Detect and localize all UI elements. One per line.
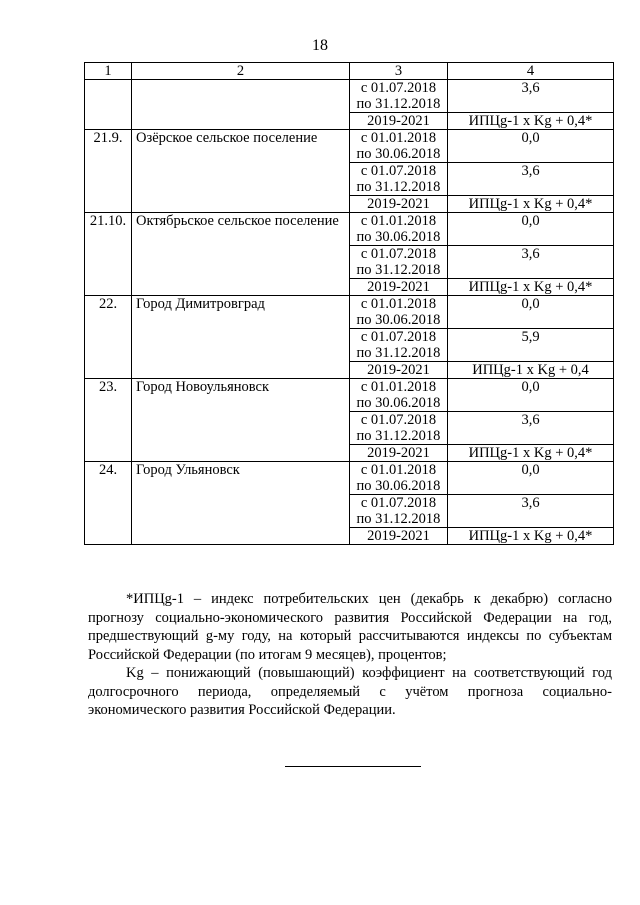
footnote-ipc: *ИПЦg-1 – индекс потребительских цен (декабрь к декабрю) согласно прогнозу социально-экономического развития Российской Федерации на год, предшествующий g-му году, на который рассчитываются индексы по субъектам Российской Федерации (по итогам 9 месяцев), процентов; xyxy=(88,591,612,663)
end-divider-line xyxy=(285,766,421,767)
period-cell: 2019-2021 xyxy=(350,445,448,462)
period-cell: с 01.07.2018 по 31.12.2018 xyxy=(350,80,448,113)
table-row xyxy=(85,80,614,113)
value-cell: ИПЦg-1 х Kg + 0,4* xyxy=(448,196,614,213)
value-cell: ИПЦg-1 х Kg + 0,4* xyxy=(448,113,614,130)
row-number-cell: 21.10. xyxy=(85,213,132,296)
value-cell: ИПЦg-1 х Kg + 0,4* xyxy=(448,528,614,545)
period-cell: с 01.01.2018 по 30.06.2018 xyxy=(350,296,448,329)
column-header-2: 2 xyxy=(132,63,350,80)
table-row xyxy=(85,213,614,246)
settlement-name-cell: Город Димитровград xyxy=(132,296,350,379)
settlement-name-cell: Город Ульяновск xyxy=(132,462,350,545)
period-cell: с 01.01.2018 по 30.06.2018 xyxy=(350,130,448,163)
table-row xyxy=(85,296,614,329)
table-row xyxy=(85,462,614,495)
value-cell: 3,6 xyxy=(448,246,614,279)
period-cell: 2019-2021 xyxy=(350,196,448,213)
period-cell: с 01.07.2018 по 31.12.2018 xyxy=(350,495,448,528)
value-cell: 3,6 xyxy=(448,495,614,528)
value-cell: 3,6 xyxy=(448,80,614,113)
value-cell: 0,0 xyxy=(448,379,614,412)
settlement-name-cell xyxy=(132,80,350,130)
value-cell: 3,6 xyxy=(448,163,614,196)
period-cell: с 01.07.2018 по 31.12.2018 xyxy=(350,163,448,196)
value-cell: 3,6 xyxy=(448,412,614,445)
footnote-kg: Kg – понижающий (повышающий) коэффициент на соответствующий год долгосрочного периода, определяемый с учётом прогноза социально-экономического развития Российской Федерации. xyxy=(88,665,612,718)
column-header-4: 4 xyxy=(448,63,614,80)
period-cell: с 01.01.2018 по 30.06.2018 xyxy=(350,462,448,495)
settlement-name-cell: Город Новоульяновск xyxy=(132,379,350,462)
value-cell: 0,0 xyxy=(448,462,614,495)
row-number-cell: 23. xyxy=(85,379,132,462)
value-cell: 0,0 xyxy=(448,296,614,329)
table-row xyxy=(85,130,614,163)
period-cell: 2019-2021 xyxy=(350,362,448,379)
settlement-name-cell: Озёрское сельское поселение xyxy=(132,130,350,213)
row-number-cell: 24. xyxy=(85,462,132,545)
column-header-1: 1 xyxy=(85,63,132,80)
period-cell: с 01.07.2018 по 31.12.2018 xyxy=(350,412,448,445)
value-cell: ИПЦg-1 х Kg + 0,4 xyxy=(448,362,614,379)
table-header-row xyxy=(85,63,614,80)
period-cell: с 01.01.2018 по 30.06.2018 xyxy=(350,213,448,246)
column-header-3: 3 xyxy=(350,63,448,80)
footnotes xyxy=(88,590,612,720)
period-cell: 2019-2021 xyxy=(350,113,448,130)
row-number-cell: 21.9. xyxy=(85,130,132,213)
rates-table-body xyxy=(85,63,614,545)
value-cell: ИПЦg-1 х Kg + 0,4* xyxy=(448,445,614,462)
value-cell: ИПЦg-1 х Kg + 0,4* xyxy=(448,279,614,296)
period-cell: 2019-2021 xyxy=(350,279,448,296)
table-row xyxy=(85,379,614,412)
value-cell: 5,9 xyxy=(448,329,614,362)
page-number: 18 xyxy=(312,37,328,54)
row-number-cell: 22. xyxy=(85,296,132,379)
value-cell: 0,0 xyxy=(448,213,614,246)
period-cell: с 01.07.2018 по 31.12.2018 xyxy=(350,329,448,362)
row-number-cell xyxy=(85,80,132,130)
value-cell: 0,0 xyxy=(448,130,614,163)
period-cell: с 01.07.2018 по 31.12.2018 xyxy=(350,246,448,279)
period-cell: 2019-2021 xyxy=(350,528,448,545)
settlement-name-cell: Октябрьское сельское поселение xyxy=(132,213,350,296)
period-cell: с 01.01.2018 по 30.06.2018 xyxy=(350,379,448,412)
rates-table xyxy=(84,62,614,545)
